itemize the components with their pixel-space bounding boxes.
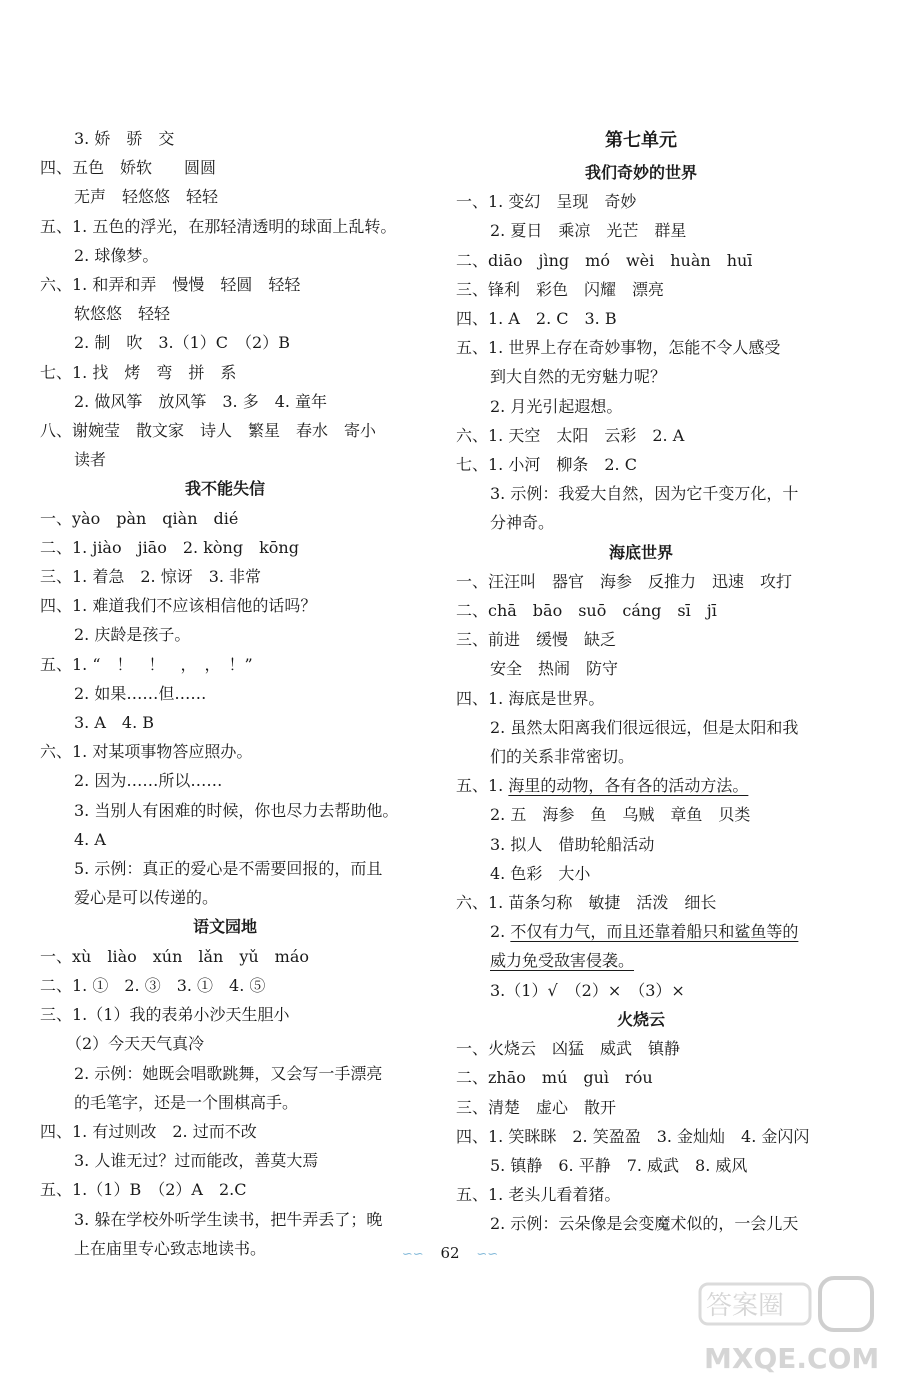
answer-line: 2. 夏日 乘凉 光芒 群星	[490, 221, 687, 241]
answer-line: 3.（1）√ （2）× （3）×	[490, 980, 685, 1000]
answer-line: 3. 当别人有困难的时候，你也尽力去帮助他。	[74, 800, 399, 820]
section-heading: 第七单元	[605, 130, 677, 151]
section-heading: 我们奇妙的世界	[584, 163, 697, 182]
answer-line: 二、zhāo mú guì róu	[456, 1068, 653, 1088]
answer-line: （2）今天天气真冷	[66, 1034, 205, 1054]
answer-line: 三、1.（1）我的表弟小沙天生胆小	[40, 1005, 290, 1025]
page-number: 62	[440, 1244, 460, 1262]
answer-line: 三、清楚 虚心 散开	[456, 1097, 617, 1117]
watermark-url: MXQE.COM	[704, 1342, 880, 1375]
underlined-answer: 不仅有力气，而且还靠着船只和鲨鱼等的	[510, 922, 799, 942]
answer-line: 2. 制 吹 3.（1）C （2）B	[74, 333, 290, 353]
answer-line: 四、五色 娇软 圆圆	[40, 158, 217, 178]
answer-line: 2. 示例：她既会唱歌跳舞，又会写一手漂亮	[74, 1063, 383, 1083]
answer-line: 4. A	[74, 829, 106, 849]
answer-line: 七、1. 找 烤 弯 拼 系	[40, 362, 237, 382]
answer-line: 七、1. 小河 柳条 2. C	[456, 455, 637, 475]
answer-line: 3. 躲在学校外听学生读书，把牛弄丢了；晚	[74, 1209, 383, 1229]
answer-line: 四、1. 海底是世界。	[456, 688, 605, 708]
page-footer	[0, 1244, 900, 1262]
underlined-answer: 威力免受敌害侵袭。	[490, 951, 635, 971]
answer-line: 一、1. 变幻 呈现 奇妙	[456, 192, 637, 212]
answer-line: 五、1. 海里的动物，各有各的活动方法。	[456, 776, 749, 796]
answer-line: 六、1. 和弄和弄 慢慢 轻圆 轻轻	[40, 275, 301, 295]
watermark-logo	[690, 1270, 890, 1380]
answer-line: 无声 轻悠悠 轻轻	[74, 187, 219, 207]
answer-line: 五、1. 老头儿看着猪。	[456, 1185, 621, 1205]
underlined-answer: 海里的动物，各有各的活动方法。	[508, 776, 749, 796]
answer-line: 四、1. 有过则改 2. 过而不改	[40, 1121, 257, 1141]
answer-line: 一、xù liào xún lǎn yǔ máo	[40, 946, 310, 966]
answer-line: 安全 热闹 防守	[490, 659, 619, 679]
left-ornament-icon: ∽∽	[401, 1247, 424, 1262]
answer-line: 五、1.（1）B （2）A 2.C	[40, 1180, 247, 1200]
answer-line: 2. 虽然太阳离我们很远很远，但是太阳和我	[490, 717, 799, 737]
answer-line: 四、1. 难道我们不应该相信他的话吗？	[40, 596, 317, 616]
answer-line: 八、谢婉莹 散文家 诗人 繁星 春水 寄小	[40, 421, 377, 441]
right-ornament-icon: ∽∽	[476, 1247, 499, 1262]
answer-line: 四、1. 笑眯眯 2. 笑盈盈 3. 金灿灿 4. 金闪闪	[456, 1126, 810, 1146]
section-heading: 语文园地	[192, 917, 257, 937]
answer-line: 四、1. A 2. C 3. B	[456, 309, 617, 329]
answer-line: 2. 月光引起遐想。	[490, 396, 623, 416]
answer-line: 二、diāo jìng mó wèi huàn huī	[456, 250, 753, 270]
answer-line: 2. 球像梦。	[74, 245, 159, 265]
answer-line: 五、1. “ ！ ！ ， ， ！”	[40, 654, 253, 674]
answer-line: 3. 拟人 借助轮船活动	[490, 834, 655, 854]
answer-line: 上在庙里专心致志地读书。	[74, 1238, 267, 1258]
answer-line: 2. 做风筝 放风筝 3. 多 4. 童年	[74, 391, 328, 411]
answer-line: 六、1. 苗条匀称 敏捷 活泼 细长	[456, 893, 717, 913]
answer-line: 2. 示例：云朵像是会变魔术似的，一会儿天	[490, 1214, 799, 1234]
answer-line: 一、yào pàn qiàn dié	[40, 508, 239, 528]
answer-line: 2. 五 海参 鱼 乌贼 章鱼 贝类	[490, 805, 751, 825]
answer-line: 的毛笔字，还是一个围棋高手。	[74, 1092, 299, 1112]
answer-line: 爱心是可以传递的。	[74, 888, 219, 908]
answer-line: 2. 庆龄是孩子。	[74, 625, 191, 645]
section-heading: 我不能失信	[184, 479, 265, 499]
answer-line: 2. 如果……但……	[74, 683, 207, 703]
answer-line: 到大自然的无穷魅力呢？	[490, 367, 667, 387]
answer-line: 一、汪汪叫 器官 海参 反推力 迅速 攻打	[456, 571, 793, 591]
answer-line: 二、1. ① 2. ③ 3. ① 4. ⑤	[40, 975, 266, 995]
left-column	[40, 124, 410, 1263]
answer-line: 六、1. 天空 太阳 云彩 2. A	[456, 425, 685, 445]
answer-line: 五、1. 五色的浮光，在那轻清透明的球面上乱转。	[40, 216, 397, 236]
answer-line: 读者	[74, 450, 107, 470]
section-heading: 火烧云	[616, 1009, 665, 1029]
answer-line	[456, 946, 826, 975]
answer-line: 3. 娇 骄 交	[74, 129, 175, 148]
section-heading: 海底世界	[608, 542, 673, 562]
answer-line: 五、1. 世界上存在奇妙事物，怎能不令人感受	[456, 338, 781, 358]
watermark-icon	[690, 1270, 890, 1380]
answer-line: 3. A 4. B	[74, 713, 155, 733]
answer-line: 分神奇。	[490, 513, 555, 533]
answer-line: 三、前进 缓慢 缺乏	[456, 630, 617, 650]
answer-line: 4. 色彩 大小	[490, 863, 591, 883]
answer-line: 3. 人谁无过？过而能改，善莫大焉	[74, 1151, 319, 1171]
answer-line: 三、1. 着急 2. 惊讶 3. 非常	[40, 567, 262, 587]
answer-line: 二、1. jiào jiāo 2. kòng kōng	[40, 537, 299, 557]
answer-line: 5. 镇静 6. 平静 7. 威武 8. 威风	[490, 1155, 748, 1175]
answer-line: 2. 因为……所以……	[74, 771, 223, 791]
answer-line: 二、chā bāo suō cáng sī jī	[456, 601, 717, 621]
answer-line: 六、1. 对某项事物答应照办。	[40, 742, 253, 762]
answer-line: 2. 不仅有力气，而且还靠着船只和鲨鱼等的	[490, 922, 799, 942]
answer-line: 一、火烧云 凶猛 威武 镇静	[456, 1039, 681, 1059]
answer-line: 软悠悠 轻轻	[74, 304, 171, 324]
answer-line: 三、锋利 彩色 闪耀 漂亮	[456, 279, 665, 299]
answer-line: 3. 示例：我爱大自然，因为它千变万化，十	[490, 484, 799, 504]
answer-line: 5. 示例：真正的爱心是不需要回报的，而且	[74, 859, 383, 879]
watermark-brand: 答案圈	[706, 1291, 785, 1321]
answer-line: 们的关系非常密切。	[490, 747, 635, 767]
right-column	[456, 124, 826, 1239]
